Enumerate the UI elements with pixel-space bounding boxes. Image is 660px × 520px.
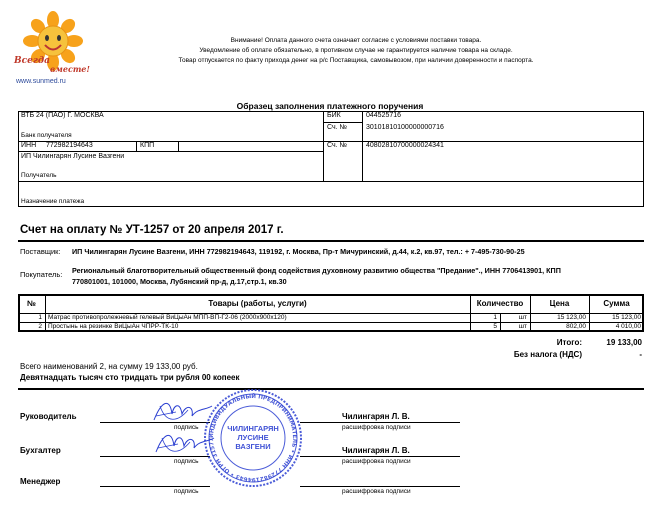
stamp-line-2: ЛУСИНЕ <box>237 433 269 442</box>
company-logo <box>10 10 96 90</box>
total-label: Итого: <box>556 338 582 347</box>
table-row-1-qty: 1 <box>493 314 497 321</box>
table-row-1-name: Матрас противопролежневый гелевый ВиЦыАн МПП-ВП-Г2-06 (2000х900х120) <box>48 314 287 321</box>
vat-value: - <box>639 350 642 359</box>
total-value: 19 133,00 <box>606 338 642 347</box>
table-row-2-unit: шт <box>518 323 527 330</box>
table-row-2-sum: 4 010,00 <box>615 323 641 330</box>
stamp-center <box>221 424 285 451</box>
bank-name: ВТБ 24 (ПАО) Г. МОСКВА <box>21 112 104 119</box>
stamp-ring-text: ИНДИВИДУАЛЬНЫЙ ПРЕДПРИНИМАТЕЛЬ • ИНН 772982194643 • ОГРН 31577 <box>208 393 298 483</box>
table-row-1-unit: шт <box>518 314 527 321</box>
inn-value: 772982194643 <box>46 142 93 149</box>
account-label: Сч. № <box>327 142 348 149</box>
notice-line-2: Уведомление об оплате обязательно, в противном случае не гарантируется наличие товара на складе. <box>199 47 513 54</box>
manager-label: Менеджер <box>20 477 61 486</box>
col-num: № <box>27 299 36 308</box>
logo-url: www.sunmed.ru <box>16 78 66 85</box>
recipient-caption: Получатель <box>21 172 57 179</box>
supplier-value: ИП Чилингарян Лусине Вазгени, ИНН 772982194643, 119192, г. Москва, Пр-т Мичуринский, д.44, к.2, кв.97, тел.: + 7-495-730-90-25 <box>72 247 525 256</box>
table-row-2-price: 802,00 <box>566 323 586 330</box>
recipient-name: ИП Чилингарян Лусине Вазгени <box>21 153 125 160</box>
table-row-1-price: 15 123,00 <box>557 314 586 321</box>
purpose-caption: Назначение платежа <box>21 198 85 205</box>
corr-value: 30101810100000000716 <box>366 124 444 131</box>
summary-line: Всего наименований 2, на сумму 19 133,00 руб. <box>20 362 198 371</box>
buyer-line-2: 770801001, 101000, Москва, Лубянский пр-д, д.17,стр.1, кв.30 <box>72 277 287 286</box>
stamp-line-3: ВАЗГЕНИ <box>235 442 271 451</box>
accountant-sign-caption: подпись <box>174 458 199 465</box>
logo-slogan-2: вместе! <box>50 64 90 74</box>
director-name: Чилингарян Л. В. <box>342 412 410 421</box>
accountant-name: Чилингарян Л. В. <box>342 446 410 455</box>
account-value: 40802810700000024341 <box>366 142 444 149</box>
kpp-label: КПП <box>140 142 155 149</box>
manager-sign-caption: подпись <box>174 488 199 495</box>
col-sum: Сумма <box>603 299 630 308</box>
payment-sample-title: Образец заполнения платежного поручения <box>236 101 424 111</box>
vat-label: Без налога (НДС) <box>513 350 582 359</box>
bank-caption: Банк получателя <box>21 132 72 139</box>
notice-line-3: Товар отпускается по факту прихода денег на р/с Поставщика, самовывозом, при наличии доверенности и паспорта. <box>178 57 534 64</box>
manager-decode-caption: расшифровка подписи <box>342 488 411 495</box>
inn-label: ИНН <box>21 142 37 149</box>
table-row-1-num: 1 <box>38 314 42 321</box>
amount-in-words: Девятнадцать тысяч сто тридцать три рубля 00 копеек <box>20 373 240 382</box>
accountant-label: Бухгалтер <box>20 446 61 455</box>
col-price: Цена <box>549 299 570 308</box>
director-decode-caption: расшифровка подписи <box>342 424 411 431</box>
supplier-label: Поставщик: <box>20 247 61 256</box>
director-sign-caption: подпись <box>174 424 199 431</box>
corr-label: Сч. № <box>327 124 348 131</box>
logo-slogan-1: Всегда <box>14 56 50 66</box>
bik-value: 044525716 <box>366 112 402 119</box>
bik-label: БИК <box>327 112 341 119</box>
table-row-1-sum: 15 123,00 <box>612 314 641 321</box>
invoice-title: Счет на оплату № УТ-1257 от 20 апреля 2017 г. <box>20 224 284 236</box>
buyer-line-1: Региональный благотворительный общественный фонд содействия духовному развитию общества "Предание"., ИНН 7706413901, КПП <box>72 266 561 275</box>
table-row-2-num: 2 <box>38 323 42 330</box>
col-goods: Товары (работы, услуги) <box>208 299 307 308</box>
table-row-2-name: Простынь на резинке ВиЦыАн ЧПРР-ТК-10 <box>48 323 179 330</box>
company-stamp <box>203 388 303 488</box>
notice-line-1: Внимание! Оплата данного счета означает согласие с условиями поставки товара. <box>230 37 482 44</box>
table-row-2-qty: 5 <box>493 323 497 330</box>
col-qty: Количество <box>476 299 524 308</box>
accountant-decode-caption: расшифровка подписи <box>342 458 411 465</box>
buyer-label: Покупатель: <box>20 270 63 279</box>
director-label: Руководитель <box>20 412 77 421</box>
stamp-line-1: ЧИЛИНГАРЯН <box>227 424 279 433</box>
